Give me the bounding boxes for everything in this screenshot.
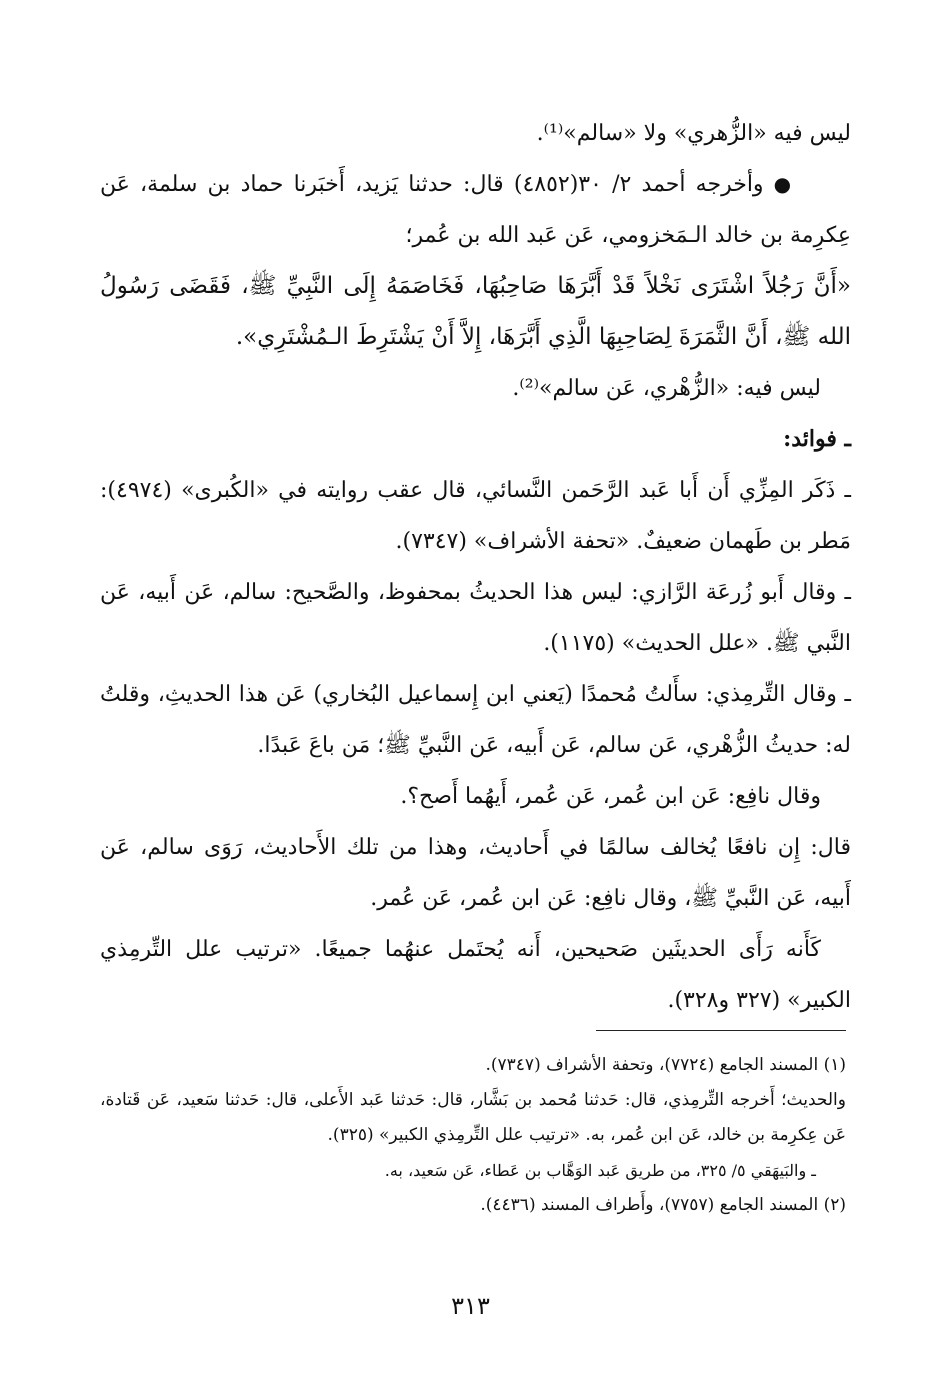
- footnotes: [100, 1048, 846, 1223]
- page-number: ٣١٣: [451, 1292, 490, 1320]
- paragraph-nafi: وقال نافِع: عَن ابن عُمر، عَن عُمر، أَيهُما أَصح؟.: [400, 784, 821, 809]
- footnote-1: (١) المسند الجامع (٧٧٢٤)، وتحفة الأشراف (٧٣٤٧).: [485, 1055, 846, 1075]
- paragraph-no-zuhri-2: ليس فيه: «الزُّهْري، عَن سالم»⁽²⁾.: [512, 376, 821, 401]
- section-heading-benefits: ـ فوائد:: [783, 426, 851, 452]
- footnote-1-bayhaqi: ـ والبَيهَقي ٥/ ٣٢٥، من طريق عَبد الوَهَّاب بن عَطاء، عَن سَعيد، به.: [384, 1161, 816, 1180]
- paragraph-mizzi: ـ ذَكَر المِزِّي أَن أَبا عَبد الرَّحَمن النَّسائي، قال عقب روايته في «الكُبرى» (٤٩٧٤): مَطر بن طَهمان ضعيفٌ. «تحفة الأشراف» (٧٣٤٧).: [100, 478, 851, 554]
- footnote-1-detail: والحديث؛ أَخرجه التِّرمِذي، قال: حَدثنا مُحمد بن بَشَّار، قال: حَدثنا عَبد الأَعلى، قال: حَدثنا سَعيد، عَن قَتادة، عَن عِكرِمة بن خالد، عَن ابن عُمر، به. «ترتيب علل التِّرمِذي الكبير» (٣٢٥).: [100, 1090, 846, 1145]
- paragraph-bukhari-answer: قال: إِن نافعًا يُخالف سالمًا في أَحاديث، وهذا من تلك الأَحاديث، رَوَى سالم، عَن أَبيه، عَن النَّبيِّ ﷺ، وقال نافِع: عَن ابن عُمر، عَن عُمر.: [100, 835, 851, 911]
- main-text: [100, 108, 851, 1026]
- bullet-icon: ●: [773, 172, 792, 196]
- paragraph-no-zuhri-salim: ليس فيه «الزُّهري» ولا «سالم»⁽¹⁾.: [536, 121, 851, 146]
- paragraph-conclusion: كَأَنه رَأَى الحديثَين صَحيحين، أَنه يُحتَمل عنهُما جميعًا. «ترتيب علل التِّرمِذي الكبير» (٣٢٧ و٣٢٨).: [100, 937, 851, 1013]
- footnote-2: (٢) المسند الجامع (٧٧٥٧)، وأَطراف المسند (٤٤٣٦).: [480, 1195, 846, 1215]
- paragraph-ahmad-chain-text: وأخرجه أحمد ٢/ ٣٠(٤٨٥٢) قال: حدثنا يَزيد، أَخبَرنا حماد بن سلمة، عَن عِكرِمة بن خالد الـمَخزومي، عَن عَبد الله بن عُمر؛: [100, 172, 851, 248]
- hadith-text: «أَنَّ رَجُلاً اشْتَرَى نَخْلاً قَدْ أَبَّرَهَا صَاحِبُهَا، فَخَاصَمَهُ إِلَى النَّبِيِّ ﷺ، فَقَضَى رَسُولُ الله ﷺ، أَنَّ الثَّمَرَةَ لِصَاحِبِهَا الَّذِي أَبَّرَهَا، إِلاَّ أَنْ يَشْتَرِطَ الـمُشْتَرِي».: [100, 273, 851, 350]
- paragraph-ahmad-chain: [100, 159, 851, 261]
- footnote-divider: [596, 1030, 846, 1031]
- paragraph-tirmidhi: ـ وقال التِّرمِذي: سأَلتُ مُحمدًا (يَعني ابن إِسماعيل البُخاري) عَن هذا الحديثِ، وقلتُ له: حديثُ الزُّهْري، عَن سالم، عَن أَبيه، عَن النَّبيِّ ﷺ؛ مَن باعَ عَبدًا.: [100, 682, 851, 758]
- paragraph-abu-zura: ـ وقال أَبو زُرعَة الرَّازي: ليس هذا الحديثُ بمحفوظ، والصَّحيح: سالم، عَن أَبيه، عَن النَّبي ﷺ. «علل الحديث» (١١٧٥).: [100, 580, 851, 656]
